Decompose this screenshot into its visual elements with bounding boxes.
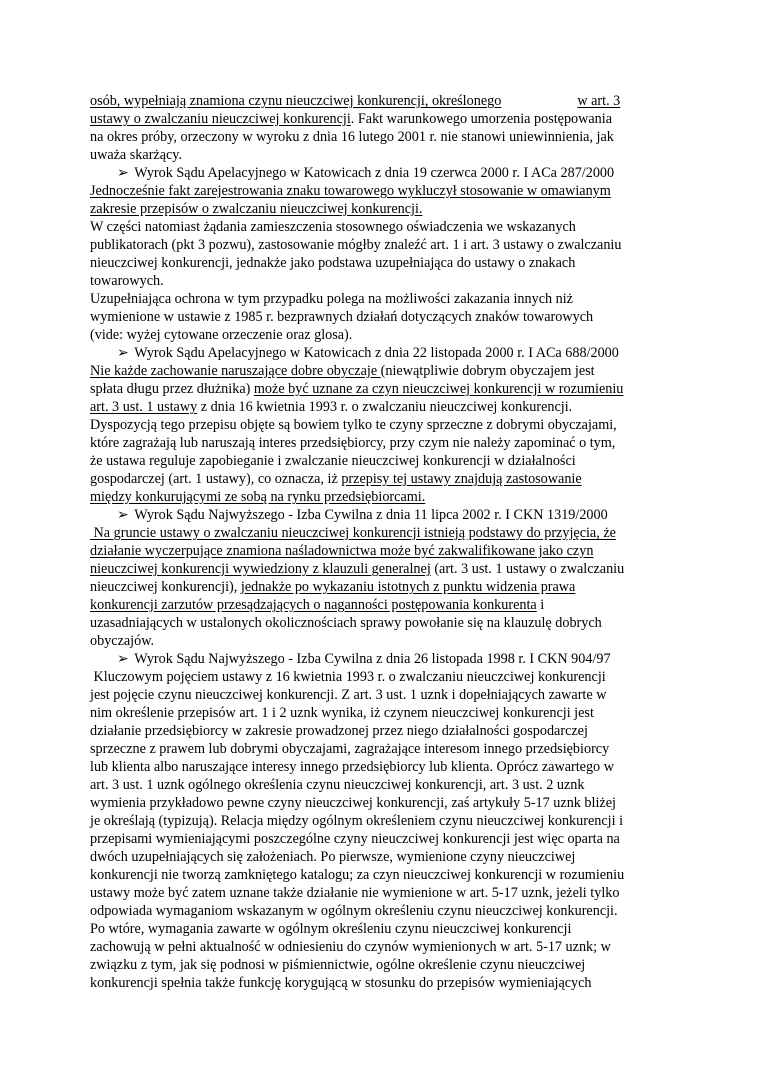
text-line (90, 470, 582, 488)
text-span (90, 93, 569, 109)
text-line (90, 398, 572, 416)
ruling-heading (117, 650, 611, 668)
ruling-heading (117, 344, 619, 362)
text-span: z dnia 16 kwietnia 1993 r. o zwalczaniu nieuczciwej konkurencji. (197, 399, 573, 415)
ruling-heading (117, 506, 608, 524)
text-span: może być uznane za czyn nieuczciwej konkurencji w rozumieniu (253, 381, 624, 397)
text-line: odpowiada wymaganiom wskazanym w ogólnym określeniu czynu nieuczciwej konkurencji. (90, 903, 618, 919)
text-span: Wyrok Sądu Najwyższego - Izba Cywilna z dnia 26 listopada 1998 r. I CKN 904/97 (134, 651, 611, 667)
text-line: Na gruncie ustawy o zwalczaniu nieuczciwej konkurencji istnieją podstawy do przyjęcia, że (90, 525, 616, 541)
text-span: Wyrok Sądu Najwyższego - Izba Cywilna z dnia 11 lipca 2002 r. I CKN 1319/2000 (134, 507, 608, 523)
text-line: ustawy może być zatem uznane także działanie nie wymienione w art. 5-17 uznk, jeżeli tylko (90, 885, 620, 901)
text-line: Uzupełniająca ochrona w tym przypadku polega na możliwości zakazania innych niż (90, 291, 573, 307)
text-line: zakresie przepisów o zwalczaniu nieuczciwej konkurencji. (90, 201, 423, 217)
text-span: Wyrok Sądu Apelacyjnego w Katowicach z dnia 22 listopada 2000 r. I ACa 688/2000 (134, 345, 619, 361)
text-span: w art. 3 (577, 93, 621, 109)
text-line: wymienione w ustawie z 1985 r. bezprawnych działań dotyczących znaków towarowych (90, 309, 594, 325)
text-line (90, 578, 575, 596)
text-line (90, 110, 612, 128)
text-line: towarowych. (90, 273, 164, 289)
arrow-bullet-icon: ➢ (117, 651, 129, 667)
text-line: jest pojęcie czynu nieuczciwej konkurencji. Z art. 3 ust. 1 uznk i dopełniających zawarte w (90, 687, 607, 703)
text-line (90, 596, 544, 614)
text-line: nieuczciwej konkurencji, jednakże jako podstawa uzupełniająca do ustawy o znakach (90, 255, 576, 271)
text-span: . Fakt warunkowego umorzenia postępowania (350, 111, 613, 127)
text-line (90, 560, 624, 578)
text-line: między konkurującymi ze sobą na rynku przedsiębiorcami. (90, 489, 426, 505)
text-line: przepisami wymieniającymi poszczególne czyny nieuczciwej konkurencji jest więc oparta na (90, 831, 620, 847)
text-line: W części natomiast żądania zamieszczenia stosownego oświadczenia we wskazanych (90, 219, 576, 235)
text-line: które zagrażają lub naruszają interes przedsiębiorcy, przy czym nie należy zapominać o tym, (90, 435, 616, 451)
text-line (90, 92, 620, 110)
text-line: nim określenie przepisów art. 1 i 2 uznk wynika, iż czynem nieuczciwej konkurencji jest (90, 705, 594, 721)
text-line (90, 380, 623, 398)
text-line: Po wtóre, wymagania zawarte w ogólnym określeniu czynu nieuczciwej konkurencji (90, 921, 572, 937)
text-span: Wyrok Sądu Apelacyjnego w Katowicach z dnia 19 czerwca 2000 r. I ACa 287/2000 (134, 165, 615, 181)
text-line: że ustawa reguluje zapobieganie i zwalczanie nieuczciwej konkurencji w działalności (90, 453, 576, 469)
text-line: związku z tym, jak się podnosi w piśmiennictwie, ogólne określenie czynu nieuczciwej (90, 957, 586, 973)
text-span: i (536, 597, 545, 613)
text-span: Nie każde zachowanie naruszające dobre obyczaje (90, 363, 381, 379)
arrow-bullet-icon: ➢ (117, 507, 129, 523)
text-span: jednakże po wykazaniu istotnych z punktu widzenia prawa (240, 579, 576, 595)
text-line (90, 362, 595, 380)
text-line: zachowują w pełni aktualność w odniesieniu do czynów wymienionych w art. 5-17 uznk; w (90, 939, 611, 955)
text-span: nieuczciwej konkurencji wywiedziony z klauzuli generalnej (90, 561, 431, 577)
text-line: konkurencji nie tworzą zamkniętego katalogu; za czyn nieuczciwej konkurencji w rozumieniu (90, 867, 625, 883)
text-span: konkurencji zarzutów przesądzających o naganności postępowania konkurenta (90, 597, 537, 613)
text-line: lub klienta albo naruszające interesy innego przedsiębiorcy lub klienta. Oprócz zawartego w (90, 759, 614, 775)
ruling-heading (117, 164, 614, 182)
text-line: działanie przedsiębiorcy w zakresie prowadzonej przez niego działalności gospodarczej (90, 723, 588, 739)
text-line: art. 3 ust. 1 uznk ogólnego określenia czynu nieuczciwej konkurencji, art. 3 ust. 2 uznk (90, 777, 585, 793)
text-line: konkurencji spełnia także funkcję korygującą w stosunku do przepisów wymieniających (90, 975, 592, 991)
text-line: Dyspozycją tego przepisu objęte są bowiem tylko te czyny sprzeczne z dobrymi obyczajami, (90, 417, 617, 433)
text-line: publikatorach (pkt 3 pozwu), zastosowanie mógłby znaleźć art. 1 i art. 3 ustawy o zwalczaniu (90, 237, 622, 253)
text-span: przepisy tej ustawy znajdują zastosowanie (341, 471, 582, 487)
text-span: art. 3 ust. 1 ustawy (90, 399, 198, 415)
text-line: Jednocześnie fakt zarejestrowania znaku towarowego wykluczył stosowanie w omawianym (90, 183, 611, 199)
arrow-bullet-icon: ➢ (117, 345, 129, 361)
text-span: spłata długu przez dłużnika) (90, 381, 254, 397)
text-span: (niewątpliwie dobrym obyczajem jest (380, 363, 595, 379)
text-line: obyczajów. (90, 633, 155, 649)
text-line: dwóch uzupełniających się założeniach. Po pierwsze, wymienione czyny nieuczciwej (90, 849, 576, 865)
text-line: wymienia przykładowo pewne czyny nieuczciwej konkurencji, zaś artykuły 5-17 uznk bliżej (90, 795, 616, 811)
text-line: działanie wyczerpujące znamiona naśladownictwa może być zakwalifikowane jako czyn (90, 543, 594, 559)
text-span: osób, wypełniają znamiona czynu nieuczciwej konkurencji, określonego (90, 93, 502, 109)
text-line: je określają (typizują). Relacja między ogólnym określeniem czynu nieuczciwej konkurencji i (90, 813, 624, 829)
text-line: sprzeczne z prawem lub dobrymi obyczajami, zagrażające interesom innego przedsiębiorcy (90, 741, 610, 757)
text-line: Kluczowym pojęciem ustawy z 16 kwietnia 1993 r. o zwalczaniu nieuczciwej konkurencji (90, 669, 606, 685)
text-span: nieuczciwej konkurencji), (90, 579, 241, 595)
arrow-bullet-icon: ➢ (117, 165, 129, 181)
text-line: (vide: wyżej cytowane orzeczenie oraz glosa). (90, 327, 353, 343)
text-span: ustawy o zwalczaniu nieuczciwej konkurencji (90, 111, 351, 127)
text-span: (art. 3 ust. 1 ustawy o zwalczaniu (430, 561, 625, 577)
text-line: uważa skarżący. (90, 147, 183, 163)
text-line: uzasadniających w ustalonych okolicznościach sprawy powołanie się na klauzulę dobrych (90, 615, 602, 631)
text-span: gospodarczej (art. 1 ustawy), co oznacza, iż (90, 471, 342, 487)
text-line: na okres próby, orzeczony w wyroku z dnia 16 lutego 2001 r. nie stanowi uniewinnienia, jak (90, 129, 614, 145)
